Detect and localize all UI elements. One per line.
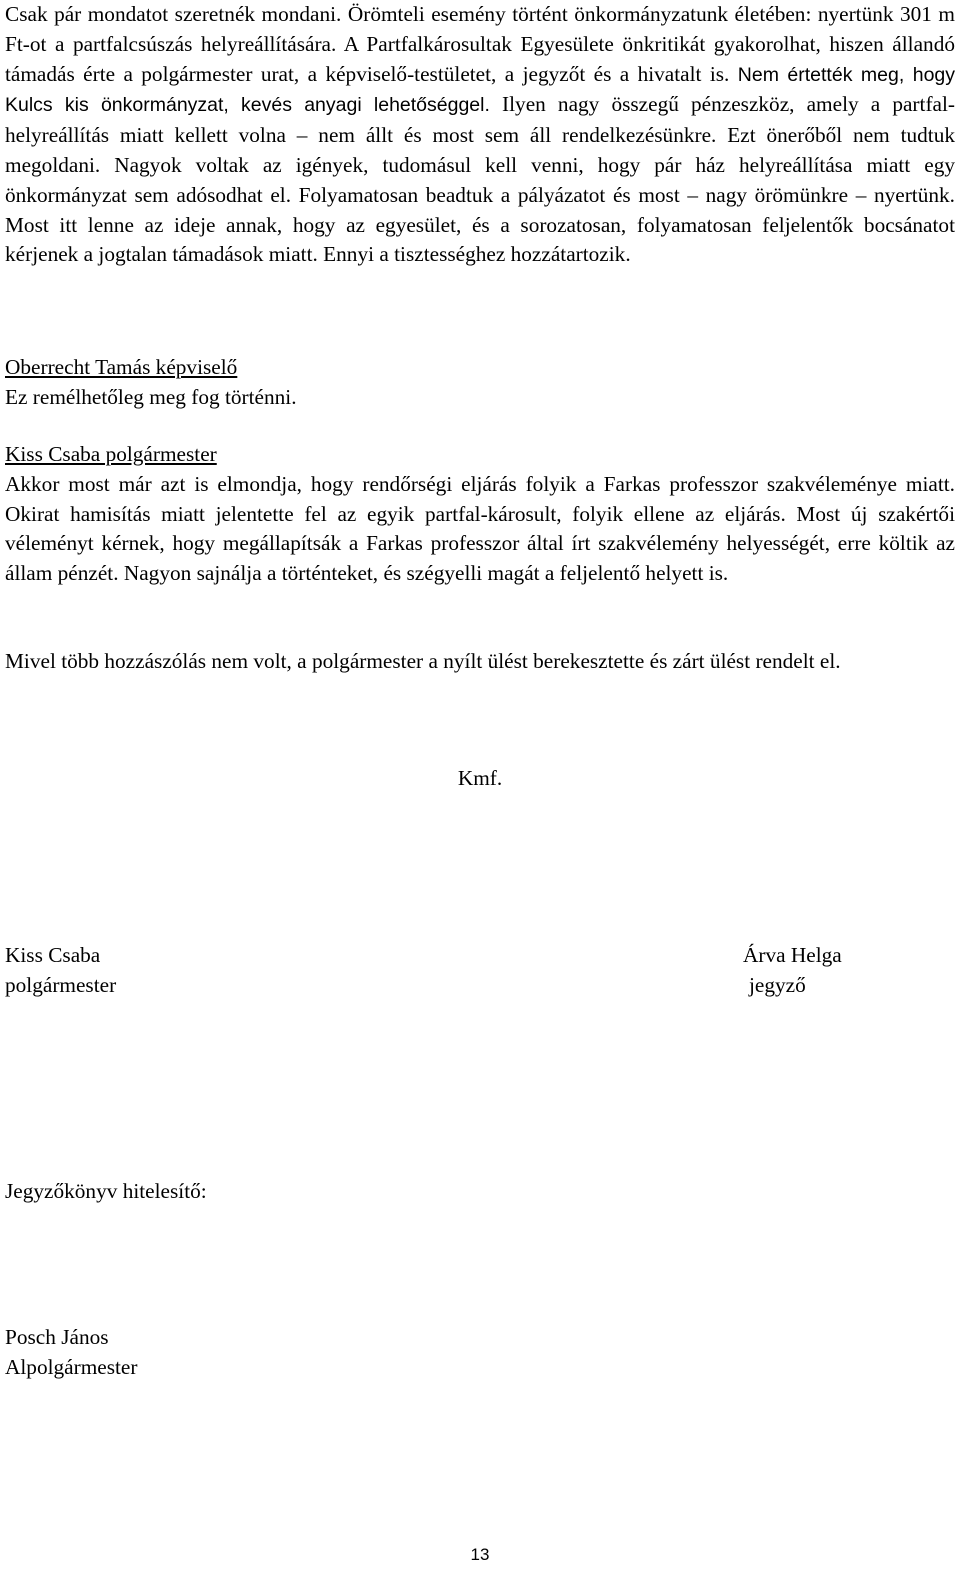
page-number: 13 xyxy=(470,1545,490,1564)
signature-mayor xyxy=(5,941,116,1001)
statement-kiss xyxy=(5,440,955,589)
signatory-name: Posch János xyxy=(5,1325,109,1349)
kmf-label: Kmf. xyxy=(457,766,503,790)
statement-text: Ez remélhetőleg meg fog történni. xyxy=(5,384,297,409)
paragraph-intro-part3: Ilyen nagy összegű pénzeszköz, amely a partfal-helyreállítás miatt kellett volna – nem állt és most sem áll rendelkezésünkre. xyxy=(5,92,955,148)
signatory-name: Árva Helga xyxy=(743,943,842,967)
paragraph-intro xyxy=(5,0,955,270)
paragraph-intro-part2: Nem értették meg, hogy Kulcs kis önkormányzat, kevés anyagi lehetőséggel. xyxy=(5,63,956,117)
signature-notary xyxy=(743,941,842,1001)
statement-text: Akkor most már azt is elmondja, hogy rendőrségi eljárás folyik a Farkas professzor szakvéleménye miatt. Okirat hamisítás miatt jelentette fel az egyik partfal-károsult, folyik ellene az eljárás. Most új szakértői véleményt kérnek, hogy megállapítsák a Farkas professzor által írt szakvélemény helyességét, erre költik az állam pénzét. Nagyon sajnálja a történteket, és szégyelli magát a feljelentő helyett is. xyxy=(5,471,955,586)
signatory-name: Kiss Csaba xyxy=(5,943,101,967)
closing-paragraph: Mivel több hozzászólás nem volt, a polgármester a nyílt ülést berekesztette és zárt ülést rendelt el. xyxy=(5,649,841,673)
signature-authenticator xyxy=(5,1323,137,1383)
authenticator-label: Jegyzőkönyv hitelesítő: xyxy=(5,1179,207,1203)
speaker-name: Oberrecht Tamás képviselő xyxy=(5,355,238,379)
signatory-title: polgármester xyxy=(5,972,117,997)
paragraph-intro-part4: Ezt önerőből nem tudtuk megoldani. Nagyok voltak az igények, tudomásul kell venni, hogy pár ház helyreállítása miatt egy önkormányzat sem adósodhat el. Folyamatosan beadtuk a pályázatot és most – nagy örömünkre – nyertünk. Most itt lenne az ideje annak, hogy az egyesület, és a sorozatosan, folyamatosan feljelentők bocsánatot kérjenek a jogtalan támadások miatt. Ennyi a tisztességhez hozzátartozik. xyxy=(5,123,955,267)
signatory-title: jegyző xyxy=(749,972,806,997)
statement-oberrecht xyxy=(5,353,955,413)
paragraph-intro-part1: Csak pár mondatot szeretnék mondani. Örömteli esemény történt önkormányzatunk életében: nyertünk 301 m Ft-ot a partfalcsúszás helyreállítására. A Partfalkárosultak Egyesülete önkritikát gyakorolhat, hiszen állandó támadás érte a polgármester urat, a képviselő-testületet, a jegyzőt és a hivatalt is. xyxy=(5,2,955,86)
speaker-name: Kiss Csaba polgármester xyxy=(5,442,217,466)
signatory-title: Alpolgármester xyxy=(5,1354,138,1379)
